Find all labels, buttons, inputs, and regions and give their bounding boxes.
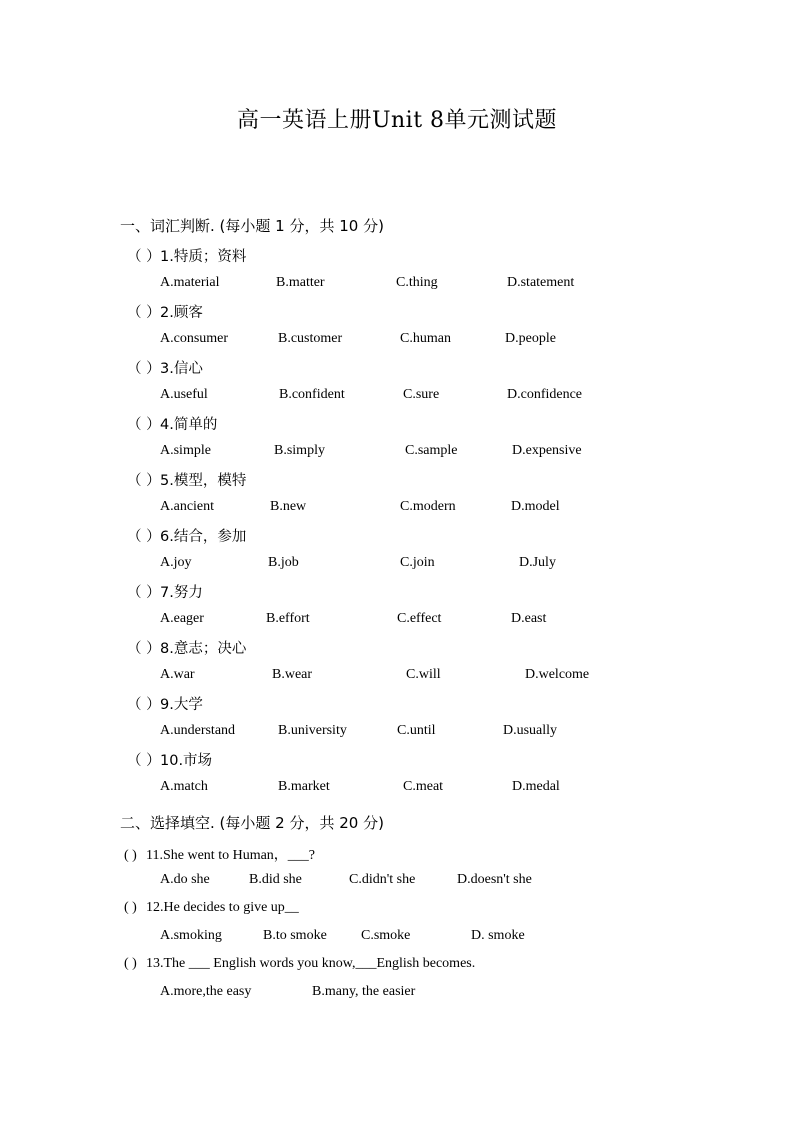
option-d: D.east — [511, 611, 547, 626]
question-stem — [124, 900, 299, 916]
option-c: C.join — [400, 555, 435, 570]
question-text: 13.The ___ English words you know,___English becomes. — [146, 956, 476, 971]
option-b: B.customer — [278, 331, 343, 346]
option-d: D.July — [519, 555, 556, 570]
question-stem — [127, 581, 203, 602]
option-c: C.until — [397, 723, 436, 738]
question-stem — [124, 956, 475, 972]
option-d: D.confidence — [507, 387, 583, 402]
option-b: B.many, the easier — [312, 984, 416, 999]
answer-blank[interactable]: （ ） — [127, 473, 161, 489]
option-a: A.simple — [160, 443, 211, 458]
question-stem — [127, 245, 246, 266]
option-b: B.job — [268, 555, 299, 570]
option-a: A.useful — [160, 387, 208, 402]
option-a: A.do she — [160, 872, 210, 887]
option-a: A.material — [160, 275, 220, 290]
question-stem — [127, 357, 203, 378]
option-d: D.expensive — [512, 443, 582, 458]
question-text: 6.结合，参加 — [160, 529, 247, 545]
option-a: A.joy — [160, 555, 192, 570]
question-text: 3.信心 — [160, 361, 203, 377]
question-text: 2.顾客 — [160, 305, 203, 321]
option-a: A.eager — [160, 611, 204, 626]
option-b: B.simply — [274, 443, 325, 458]
answer-blank[interactable]: （ ） — [127, 529, 161, 545]
option-d: D.statement — [507, 275, 575, 290]
option-c: C.modern — [400, 499, 456, 514]
option-d: D.welcome — [525, 667, 590, 682]
option-c: C.thing — [396, 275, 438, 290]
option-d: D.usually — [503, 723, 558, 738]
answer-blank[interactable]: （ ） — [127, 641, 161, 657]
option-d: D.people — [505, 331, 556, 346]
option-d: D.doesn't she — [457, 872, 532, 887]
answer-blank[interactable]: ( ) — [124, 848, 137, 863]
page-title: 高一英语上册Unit 8单元测试题 — [236, 108, 558, 133]
answer-blank[interactable]: （ ） — [127, 249, 161, 265]
option-b: B.wear — [272, 667, 313, 682]
option-a: A.ancient — [160, 499, 215, 514]
option-b: B.new — [270, 499, 307, 514]
option-b: B.university — [278, 723, 347, 738]
option-a: A.understand — [160, 723, 236, 738]
answer-blank[interactable]: （ ） — [127, 753, 161, 769]
answer-blank[interactable]: （ ） — [127, 585, 161, 601]
option-d: D.medal — [512, 779, 560, 794]
question-stem — [127, 301, 203, 322]
answer-blank[interactable]: （ ） — [127, 417, 161, 433]
question-stem — [124, 844, 315, 864]
question-stem — [127, 693, 203, 714]
question-text: 1.特质；资料 — [160, 249, 247, 265]
option-c: C.smoke — [361, 928, 411, 943]
option-d: D. smoke — [471, 928, 525, 943]
question-text: 12.He decides to give up__ — [146, 900, 299, 915]
question-text: 11.She went to Human，___? — [146, 848, 316, 863]
answer-blank[interactable]: （ ） — [127, 697, 161, 713]
option-a: A.more,the easy — [160, 984, 252, 999]
answer-blank[interactable]: ( ) — [124, 956, 137, 971]
answer-blank[interactable]: （ ） — [127, 305, 161, 321]
section-heading-multiple-choice: 二、选择填空. (每小题 2 分，共 20 分) — [120, 814, 384, 832]
answer-blank[interactable]: （ ） — [127, 361, 161, 377]
answer-blank[interactable]: ( ) — [124, 900, 137, 915]
option-a: A.war — [160, 667, 195, 682]
question-text: 4.简单的 — [160, 417, 218, 433]
question-text: 8.意志；决心 — [160, 641, 247, 657]
option-b: B.matter — [276, 275, 325, 290]
question-stem — [127, 637, 246, 658]
question-text: 7.努力 — [160, 585, 203, 601]
option-c: C.sample — [405, 443, 458, 458]
option-a: A.match — [160, 779, 208, 794]
question-text: 10.市场 — [160, 753, 213, 769]
option-d: D.model — [511, 499, 560, 514]
option-c: C.human — [400, 331, 451, 346]
question-stem — [127, 469, 246, 490]
option-a: A.consumer — [160, 331, 229, 346]
option-b: B.confident — [279, 387, 345, 402]
question-text: 9.大学 — [160, 697, 203, 713]
option-c: C.didn't she — [349, 872, 416, 887]
option-c: C.will — [406, 667, 441, 682]
option-b: B.to smoke — [263, 928, 327, 943]
option-b: B.market — [278, 779, 330, 794]
option-b: B.effort — [266, 611, 310, 626]
option-b: B.did she — [249, 872, 302, 887]
question-stem — [127, 413, 217, 434]
option-a: A.smoking — [160, 928, 222, 943]
option-c: C.effect — [397, 611, 442, 626]
option-c: C.meat — [403, 779, 444, 794]
section-heading-vocabulary: 一、词汇判断. (每小题 1 分，共 10 分) — [120, 217, 384, 235]
question-stem — [127, 749, 212, 770]
option-c: C.sure — [403, 387, 440, 402]
question-text: 5.模型，模特 — [160, 473, 247, 489]
question-stem — [127, 525, 246, 546]
